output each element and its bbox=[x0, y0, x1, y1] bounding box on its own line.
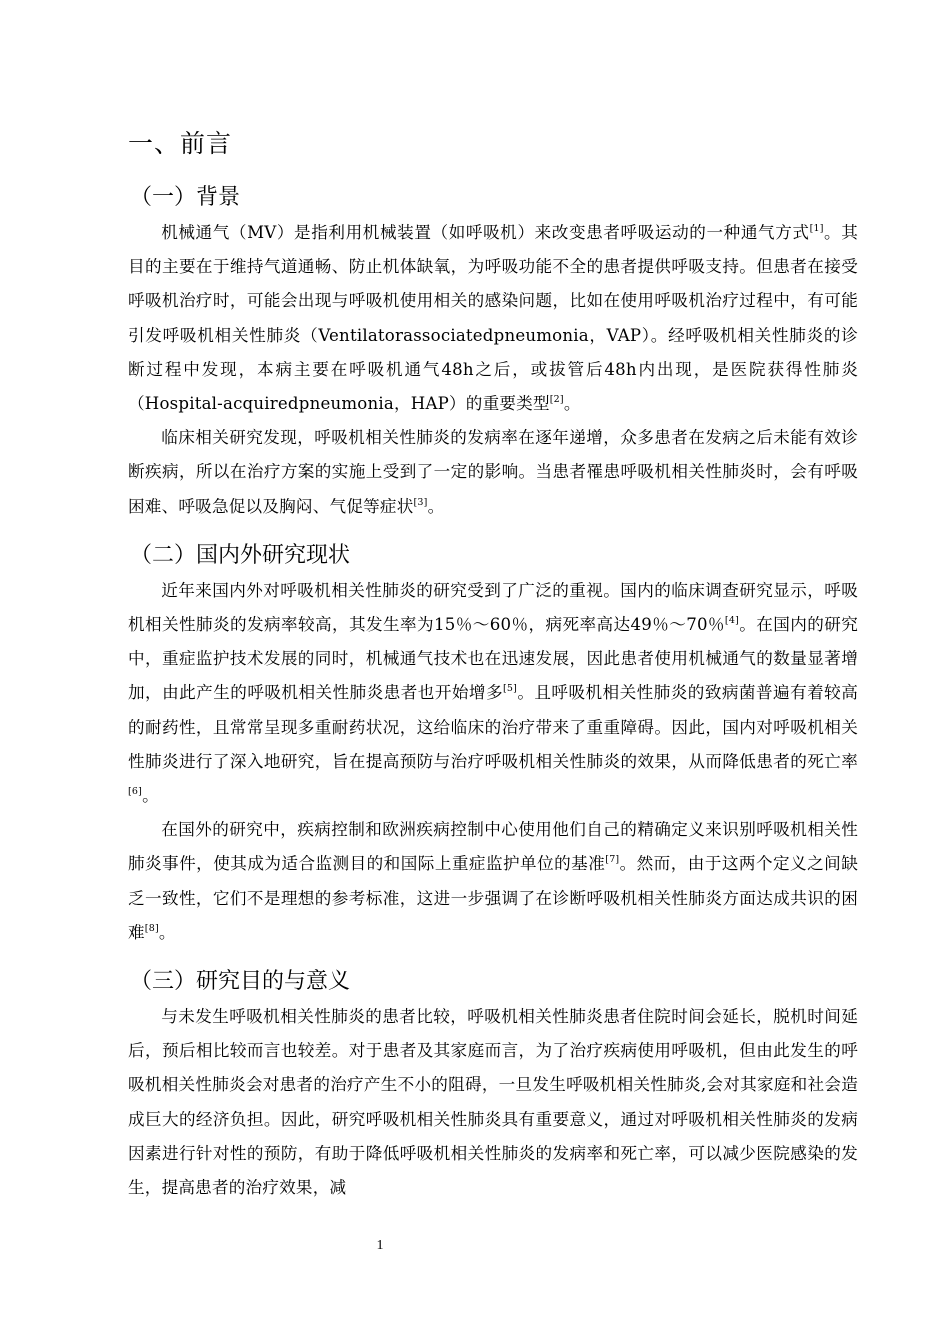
chapter-heading: 一、前言 bbox=[128, 129, 233, 158]
citation-marker: [5] bbox=[503, 683, 518, 695]
paragraph-text: 。 bbox=[158, 922, 176, 942]
citation-marker: [4] bbox=[724, 615, 739, 627]
section bbox=[128, 538, 858, 950]
body-paragraph bbox=[128, 813, 858, 950]
citation-marker: [8] bbox=[144, 922, 159, 934]
body-paragraph bbox=[128, 574, 858, 813]
citation-marker: [6] bbox=[128, 786, 143, 798]
paragraph-text: 。 bbox=[563, 394, 581, 414]
page-number: 1 bbox=[376, 1238, 384, 1253]
section bbox=[128, 180, 858, 524]
paragraph-text: 机械通气（MV）是指利用机械装置（如呼吸机）来改变患者呼吸运动的一种通气方式 bbox=[161, 223, 810, 242]
citation-marker: [1] bbox=[809, 223, 824, 234]
section bbox=[128, 964, 858, 1205]
section-heading: （一）背景 bbox=[130, 185, 241, 210]
paragraph-text: 临床相关研究发现，呼吸机相关性肺炎的发病率在逐年递增，众多患者在发病之后未能有效诊断疾病，所以在治疗方案的实施上受到了一定的影响。当患者罹患呼吸机相关性肺炎时，会有呼吸困难、呼吸急促以及胸闷、气促等症状 bbox=[128, 428, 858, 516]
citation-marker: [3] bbox=[413, 496, 428, 508]
paragraph-text: 。然而，由于这两个定义之间缺乏一致性，它们不是理想的参考标准，这进一步强调了在诊断呼吸机相关性肺炎方面达成共识的困难 bbox=[128, 854, 858, 942]
paragraph-text: 在国外的研究中，疾病控制和欧洲疾病控制中心使用他们自己的精确定义来识别呼吸机相关性肺炎事件，使其成为适合监测目的和国际上重症监护单位的基准 bbox=[128, 820, 858, 874]
paragraph-text: 。在国内的研究中，重症监护技术发展的同时，机械通气技术也在迅速发展，因此患者使用机械通气的数量显著增加，由此产生的呼吸机相关性肺炎患者也开始增多 bbox=[128, 615, 858, 703]
section-heading: （三）研究目的与意义 bbox=[130, 969, 351, 995]
body-paragraph bbox=[128, 216, 858, 421]
paragraph-text: 。 bbox=[142, 786, 159, 806]
citation-marker: [2] bbox=[549, 394, 564, 406]
paragraph-text: 与未发生呼吸机相关性肺炎的患者比较，呼吸机相关性肺炎患者住院时间会延长，脱机时间延后，预后相比较而言也较差。对于患者及其家庭而言，为了治疗疾病使用呼吸机，但由此发生的呼吸机相关性肺炎会对患者的治疗产生不小的阻碍，一旦发生呼吸机相关性肺炎,会对其家庭和社会造成巨大的经济负担。因此，研究呼吸机相关性肺炎具有重要意义，通过对呼吸机相关性肺炎的发病因素进行针对性的预防，有助于降低呼吸机相关性肺炎的发病率和死亡率，可以减少医院感染的发生，提高患者的治疗效果，减 bbox=[128, 1007, 858, 1198]
citation-marker: [7] bbox=[605, 854, 620, 866]
paragraph-text: 近年来国内外对呼吸机相关性肺炎的研究受到了广泛的重视。国内的临床调查研究显示，呼吸机相关性肺炎的发病率较高，其发生率为15％～60％，病死率高达49％～70％ bbox=[128, 580, 858, 635]
body-paragraph bbox=[128, 421, 858, 524]
body-paragraph bbox=[128, 1000, 858, 1205]
section-heading: （二）国内外研究现状 bbox=[130, 542, 351, 568]
paragraph-text: 。且呼吸机相关性肺炎的致病菌普遍有着较高的耐药性，且常常呈现多重耐药状况，这给临床的治疗带来了重重障碍。因此，国内对呼吸机相关性肺炎进行了深入地研究，旨在提高预防与治疗呼吸机相关性肺炎的效果，从而降低患者的死亡率 bbox=[128, 683, 858, 771]
paragraph-text: 。 bbox=[427, 496, 445, 516]
paragraph-text: 。其目的主要在于维持气道通畅、防止机体缺氧，为呼吸功能不全的患者提供呼吸支持。但患者在接受呼吸机治疗时，可能会出现与呼吸机使用相关的感染问题，比如在使用呼吸机治疗过程中，有可能引发呼吸机相关性肺炎（Ventilatorassociatedpneumonia，VAP）。经呼吸机相关性肺炎的诊断过程中发现，本病主要在呼吸机通气48h之后，或拔管后48h内出现，是医院获得性肺炎（Hospital-acquiredpneumonia，HAP）的重要类型 bbox=[128, 223, 858, 414]
sections-container bbox=[128, 180, 858, 1205]
page-content bbox=[128, 124, 858, 1205]
